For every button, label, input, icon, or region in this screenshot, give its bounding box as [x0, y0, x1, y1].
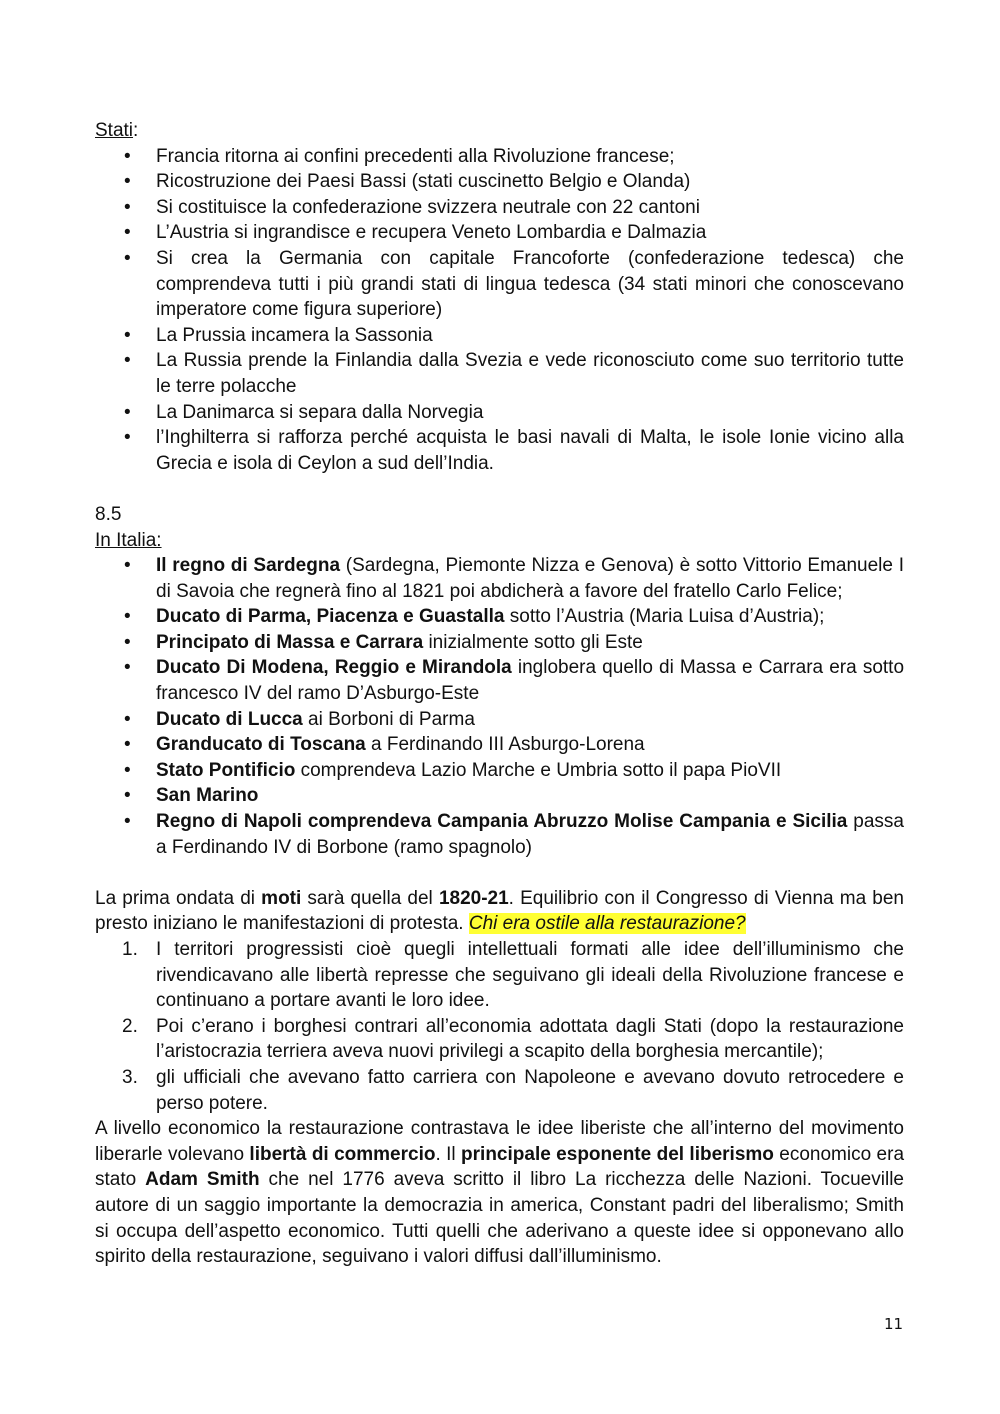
- stati-list-item: • Si costituisce la confederazione svizzera neutrale con 22 cantoni: [95, 195, 904, 221]
- moti-text: sarà quella del: [301, 887, 439, 909]
- paragraph-gap: [95, 476, 904, 502]
- paragraph-gap: [95, 860, 904, 886]
- stati-list-item: • Francia ritorna ai confini precedenti alla Rivoluzione francese;: [95, 144, 904, 170]
- italia-heading: [95, 528, 904, 554]
- opponents-list-item: [95, 937, 904, 1014]
- liberismo-text: . Il: [435, 1143, 462, 1165]
- list-number: 3.: [122, 1066, 138, 1088]
- opponents-item-text: gli ufficiali che avevano fatto carriera con Napoleone e avevano dovuto retrocedere e perso potere.: [156, 1066, 904, 1114]
- italia-item-text: comprendeva Lazio Marche e Umbria sotto il papa PioVII: [295, 759, 782, 781]
- liberismo-text: economico era stato: [95, 1143, 905, 1191]
- italia-item-title: Regno di Napoli comprendeva Campania Abruzzo Molise Campania e Sicilia: [156, 811, 848, 833]
- liberismo-bold: Adam Smith: [145, 1169, 260, 1191]
- liberismo-text: A livello economico la restaurazione contrastava le idee liberiste che all’interno del movimento liberarle volevano: [95, 1118, 904, 1165]
- section-number: 8.5: [95, 503, 122, 525]
- italia-item-text: sotto l’Austria (Maria Luisa d’Austria);: [504, 606, 825, 628]
- italia-item-text: ai Borboni di Parma: [302, 708, 475, 730]
- stati-list-item: • L’Austria si ingrandisce e recupera Veneto Lombardia e Dalmazia: [95, 220, 904, 246]
- italia-list-item: [95, 758, 904, 784]
- italia-item-title: San Marino: [156, 785, 259, 807]
- italia-list-item: [95, 707, 904, 733]
- italia-item-text: a Ferdinando III Asburgo-Lorena: [365, 734, 645, 756]
- document-page: [95, 118, 904, 1270]
- opponents-item-text: I territori progressisti cioè quegli intellettuali formati alle idee dell’illuminismo che rivendicavano alle libertà represse che seguivano gli ideali della Rivoluzione francese e continuano a portare avanti le loro idee.: [156, 939, 904, 1012]
- italia-list: [95, 553, 904, 860]
- italia-item-title: Ducato di Lucca: [156, 708, 303, 730]
- italia-item-title: Ducato di Parma, Piacenza e Guastalla: [156, 606, 505, 628]
- list-number: 1.: [122, 939, 138, 960]
- stati-list-item: • La Prussia incamera la Sassonia: [95, 323, 904, 349]
- italia-list-item: [95, 553, 904, 604]
- opponents-list-item: [95, 1065, 904, 1116]
- moti-bold-date: 1820-21: [438, 887, 509, 909]
- opponents-list-item: [95, 1014, 904, 1065]
- stati-heading-text: Stati: [95, 120, 134, 141]
- liberismo-bold: libertà di commercio: [249, 1143, 436, 1165]
- opponents-list: [95, 937, 904, 1116]
- italia-list-item: [95, 655, 904, 706]
- italia-item-text: (Sardegna, Piemonte Nizza e Genova) è sotto Vittorio Emanuele I di Savoia che regnerà fino al 1821 poi abdicherà a favore del fratello Carlo Felice;: [156, 555, 904, 602]
- highlighted-question: Chi era ostile alla restaurazione?: [468, 913, 746, 935]
- stati-list-item: • La Russia prende la Finlandia dalla Svezia e vede riconosciuto come suo territorio tutte le terre polacche: [95, 348, 904, 399]
- italia-item-text: inglobera quello di Massa e Carrara era sotto francesco IV del ramo D’Asburgo-Este: [156, 657, 905, 705]
- stati-list-item: • Ricostruzione dei Paesi Bassi (stati cuscinetto Belgio e Olanda): [95, 169, 904, 195]
- moti-bold-term: moti: [261, 887, 302, 909]
- liberismo-text: che nel 1776 aveva scritto il libro La ricchezza delle Nazioni. Tocueville autore di un saggio importante la democrazia in america, Constant padri del liberalismo; Smith si occupa dell’aspetto economico. Tutti quelli che aderivano a queste idee si opponevano allo spirito della restaurazione, seguivano i valori diffusi dall’illuminismo.: [95, 1169, 904, 1268]
- moti-text: La prima ondata di: [95, 887, 262, 909]
- italia-item-title: Principato di Massa e Carrara: [156, 631, 424, 653]
- liberismo-bold: principale esponente del liberismo: [461, 1143, 774, 1165]
- stati-list: [95, 144, 904, 477]
- moti-text: . Equilibrio con il Congresso di Vienna ma ben presto iniziano le manifestazioni di protesta.: [95, 887, 904, 935]
- italia-item-title: Ducato Di Modena, Reggio e Mirandola: [156, 657, 512, 679]
- italia-item-text: passa a Ferdinando IV di Borbone (ramo spagnolo): [156, 811, 904, 858]
- italia-item-text: inizialmente sotto gli Este: [423, 631, 643, 653]
- moti-paragraph: [95, 886, 904, 937]
- stati-list-item: • Si crea la Germania con capitale Francoforte (confederazione tedesca) che comprendeva tutti i più grandi stati di lingua tedesca (34 stati minori che conoscevano imperatore come figura superiore): [95, 246, 904, 323]
- stati-list-item: • l’Inghilterra si rafforza perché acquista le basi navali di Malta, le isole Ionie vicino alla Grecia e isola di Ceylon a sud dell’India.: [95, 425, 904, 476]
- opponents-item-text: Poi c’erano i borghesi contrari all’economia adottata dagli Stati (dopo la restaurazione l’aristocrazia terriera aveva nuovi privilegi a scapito della borghesia mercantile);: [156, 1015, 904, 1063]
- italia-item-title: Granducato di Toscana: [156, 734, 366, 756]
- italia-list-item: [95, 809, 904, 860]
- stati-heading: [95, 118, 904, 144]
- italia-list-item: [95, 783, 904, 809]
- page-number: 11: [884, 1315, 904, 1333]
- italia-heading-text: In Italia:: [95, 529, 162, 551]
- italia-list-item: [95, 630, 904, 656]
- stati-list-item: • La Danimarca si separa dalla Norvegia: [95, 400, 904, 426]
- list-number: 2.: [122, 1015, 138, 1037]
- liberismo-paragraph: [95, 1116, 904, 1270]
- italia-list-item: [95, 604, 904, 630]
- italia-item-title: Il regno di Sardegna: [156, 555, 341, 577]
- stati-heading-colon: :: [133, 120, 139, 141]
- italia-list-item: [95, 732, 904, 758]
- italia-item-title: Stato Pontificio: [156, 759, 296, 781]
